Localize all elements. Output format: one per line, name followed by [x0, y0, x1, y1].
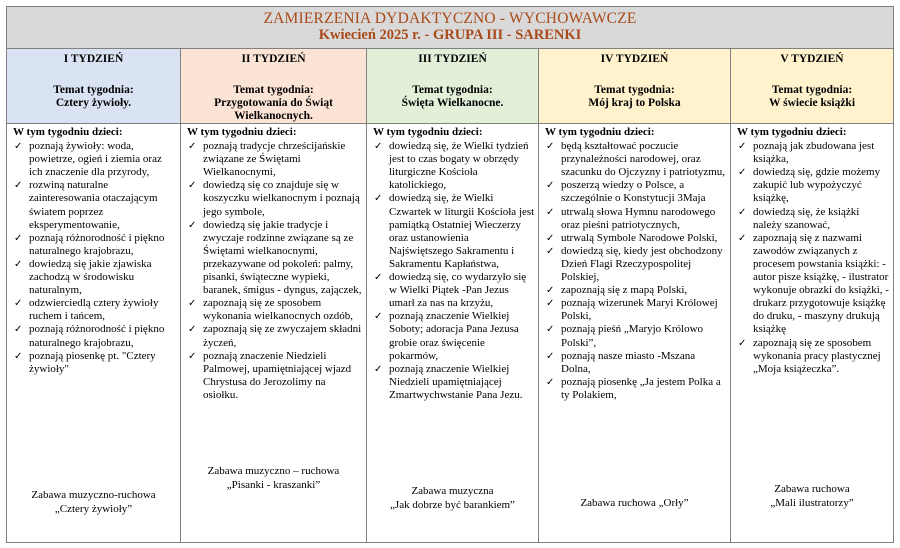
topic-label: Temat tygodnia: [771, 84, 853, 96]
goal-text: poznają piosenkę pt. "Cztery żywioły" [29, 349, 156, 375]
check-icon: ✓ [738, 141, 747, 153]
goal-list [539, 140, 730, 402]
check-icon: ✓ [14, 258, 23, 270]
goal-text: poszerzą wiedzy o Polsce, a szczególnie o Konstytucji 3Maja [561, 179, 706, 205]
week-label: V TYDZIEŃ [780, 53, 844, 65]
goal-text: dowiedzą się co znajduje się w koszyczku wielkanocnym i poznają jego symbole, [203, 179, 360, 218]
goal-item [738, 140, 890, 166]
activity-block [181, 464, 366, 492]
week-header-4 [539, 49, 731, 124]
check-icon: ✓ [374, 141, 383, 153]
check-icon: ✓ [374, 272, 383, 284]
goal-text: poznają znaczenie Niedzieli Palmowej, upamiętniającej wjazd Chrystusa do Jerozolimy na osiołku. [203, 349, 352, 401]
goal-text: dowiedzą się, co wydarzyło się w Wielki Piątek -Pan Jezus umarł za nas na krzyżu, [389, 271, 527, 310]
goal-text: odzwierciedlą cztery żywioły ruchem i tańcem, [29, 297, 159, 323]
goal-item [14, 257, 177, 297]
goal-item [374, 192, 535, 271]
week-header-5 [731, 49, 894, 124]
goal-item [546, 375, 727, 402]
goal-item [188, 349, 363, 402]
goal-text: zapoznają się z mapą Polski, [561, 284, 688, 297]
content-intro: W tym tygodniu dzieci: [737, 126, 847, 138]
check-icon: ✓ [546, 232, 555, 244]
activity-block [367, 484, 538, 512]
goal-text: poznają tradycje chrześcijańskie związane ze Świętami Wielkanocnymi, [203, 140, 346, 179]
activity-name: „Pisanki - kraszanki” [226, 479, 321, 491]
goal-text: poznają różnorodność i piękno naturalnego krajobrazu, [29, 231, 165, 257]
check-icon: ✓ [738, 206, 747, 218]
goal-text: zapoznają się ze zwyczajem składni życzeń, [203, 323, 362, 349]
goal-text: dowiedzą się, że Wielki Czwartek w liturgii Kościoła jest pamiątką Ostatniej Wieczerzy oraz ustanowienia Najświętszego Sakramentu i Sakramentu Kapłaństwa, [389, 192, 535, 270]
topic-title: Mój kraj to Polska [588, 97, 681, 109]
goal-item [14, 323, 177, 349]
check-icon: ✓ [14, 141, 23, 153]
topic-label: Temat tygodnia: [594, 84, 675, 96]
week-content-1 [7, 124, 181, 543]
content-intro: W tym tygodniu dzieci: [187, 126, 297, 138]
goal-text: rozwiną naturalne zainteresowania otaczającym światem poprzez eksperymentowanie, [29, 179, 158, 231]
goal-item [546, 349, 727, 376]
goal-item [546, 244, 727, 284]
goal-item [546, 284, 727, 297]
goal-item [14, 140, 177, 179]
topic-title: W świecie książki [768, 97, 856, 109]
check-icon: ✓ [546, 180, 555, 192]
goal-text: poznają jak zbudowana jest książka, [753, 140, 875, 166]
check-icon: ✓ [374, 363, 383, 375]
activity-block [539, 496, 730, 510]
goal-item [546, 179, 727, 205]
document-title: ZAMIERZENIA DYDAKTYCZNO - WYCHOWAWCZE [263, 10, 637, 27]
topic-label: Temat tygodnia: [233, 84, 314, 96]
activity-block [7, 488, 180, 516]
check-icon: ✓ [546, 376, 555, 388]
check-icon: ✓ [546, 141, 555, 153]
goal-text: zapoznają się ze sposobem wykonania pracy plastycznej „Moja książeczka”. [753, 336, 881, 375]
activity-label: Zabawa muzyczno – ruchowa [207, 465, 340, 477]
goal-text: dowiedzą się, gdzie możemy zakupić lub wypożyczyć książkę, [753, 166, 881, 205]
check-icon: ✓ [14, 324, 23, 336]
check-icon: ✓ [14, 350, 23, 362]
check-icon: ✓ [546, 245, 555, 257]
topic-label: Temat tygodnia: [412, 84, 493, 96]
goal-text: dowiedzą się jakie tradycje i zwyczaje rodzinne związane są ze Świętami wielkanocnymi, przekazywane od pokoleń: palmy, pisanki, świąteczne wypieki, baranek, śmigus - dyngus, zajączek, [203, 218, 362, 297]
goal-item [188, 218, 363, 298]
activity-label: Zabawa ruchowa [774, 483, 850, 495]
activity-name: „Jak dobrze być barankiem” [390, 499, 515, 511]
week-header-1 [7, 49, 181, 124]
goal-text: zapoznają się ze sposobem wykonania wielkanocnych ozdób, [203, 297, 353, 323]
goal-text: poznają znaczenie Wielkiej Niedzieli upamiętniającej Zmartwychwstanie Pana Jezu. [389, 362, 523, 401]
week-label: III TYDZIEŃ [418, 53, 487, 65]
goal-item [546, 205, 727, 232]
goal-item [14, 349, 177, 376]
goal-text: poznają piosenkę „Ja jestem Polka a ty Polakiem, [561, 375, 721, 401]
content-intro: W tym tygodniu dzieci: [373, 126, 483, 138]
goal-text: będą kształtować poczucie przynależności narodowej, oraz szacunku do Ojczyzny i patriotyzmu, [561, 140, 726, 179]
week-content-4 [539, 124, 731, 543]
goal-item [546, 231, 727, 245]
goal-list [367, 140, 538, 402]
check-icon: ✓ [188, 180, 197, 192]
check-icon: ✓ [546, 324, 555, 336]
goal-text: dowiedzą się, że Wielki tydzień jest to czas bogaty w obrzędy liturgiczne Kościoła katolickiego, [389, 140, 529, 192]
goal-text: poznają nasze miasto -Mszana Dolna, [561, 349, 696, 375]
activity-name: „Mali ilustratorzy” [770, 497, 854, 509]
week-header-row [7, 49, 894, 124]
activity-label: Zabawa muzyczna [411, 485, 494, 497]
goal-text: dowiedzą się, że książki należy szanować, [753, 205, 860, 231]
goal-item [738, 231, 890, 337]
goal-text: poznają wizerunek Maryi Królowej Polski, [561, 297, 718, 323]
goal-item [188, 179, 363, 218]
goal-text: poznają różnorodność i piękno naturalnego krajobrazu, [29, 323, 165, 349]
topic-title: Przygotowania do Świąt Wielkanocnych. [214, 97, 333, 122]
goal-text: utrwalą Symbole Narodowe Polski, [561, 231, 718, 244]
goal-list [731, 140, 893, 376]
check-icon: ✓ [546, 206, 555, 218]
goal-item [374, 140, 535, 192]
plan-table [6, 6, 894, 543]
goal-item [188, 297, 363, 323]
goal-item [546, 297, 727, 323]
week-label: I TYDZIEŃ [63, 53, 124, 65]
goal-item [188, 140, 363, 179]
check-icon: ✓ [374, 193, 383, 205]
goal-item [546, 323, 727, 349]
check-icon: ✓ [188, 219, 197, 231]
goal-text: poznają pieśń „Maryjo Królowo Polski”, [561, 323, 704, 349]
check-icon: ✓ [374, 311, 383, 323]
goal-item [374, 310, 535, 362]
goal-item [14, 179, 177, 231]
check-icon: ✓ [14, 232, 23, 244]
goal-text: poznają znaczenie Wielkiej Soboty; adoracja Pana Jezusa grobie oraz święcenie pokarmów, [389, 310, 519, 362]
activity-block [731, 482, 893, 510]
goal-item [738, 336, 890, 376]
goal-list [7, 140, 180, 376]
topic-title: Święta Wielkanocne. [401, 97, 504, 109]
goal-item [14, 231, 177, 258]
goal-item [374, 362, 535, 402]
check-icon: ✓ [14, 180, 23, 192]
activity-label: Zabawa ruchowa „Orły” [580, 497, 689, 509]
week-content-row [7, 124, 894, 543]
goal-item [14, 297, 177, 323]
goal-item [738, 166, 890, 205]
check-icon: ✓ [738, 167, 747, 179]
week-label: IV TYDZIEŃ [600, 53, 669, 65]
check-icon: ✓ [188, 298, 197, 310]
check-icon: ✓ [546, 298, 555, 310]
goal-text: utrwalą słowa Hymnu narodowego oraz pieśni patriotycznych, [561, 205, 716, 231]
goal-item [738, 205, 890, 232]
content-intro: W tym tygodniu dzieci: [545, 126, 655, 138]
week-header-2 [181, 49, 367, 124]
title-cell [7, 7, 894, 49]
week-content-5 [731, 124, 894, 543]
activity-name: „Cztery żywioły” [54, 503, 133, 515]
goal-text: dowiedzą się jakie zjawiska zachodzą w środowisku naturalnym, [29, 257, 152, 297]
goal-text: dowiedzą się, kiedy jest obchodzony Dzień Flagi Rzeczypospolitej Polskiej, [561, 244, 723, 284]
document-subtitle: Kwiecień 2025 r. - GRUPA III - SARENKI [318, 27, 582, 43]
goal-item [374, 271, 535, 310]
goal-item [188, 323, 363, 349]
check-icon: ✓ [738, 232, 747, 244]
week-content-3 [367, 124, 539, 543]
check-icon: ✓ [188, 324, 197, 336]
goal-text: poznają żywioły: woda, powietrze, ogień i ziemia oraz ich znaczenie dla przyrody, [29, 140, 162, 179]
check-icon: ✓ [546, 350, 555, 362]
week-content-2 [181, 124, 367, 543]
week-header-3 [367, 49, 539, 124]
activity-label: Zabawa muzyczno-ruchowa [31, 489, 156, 501]
topic-label: Temat tygodnia: [53, 84, 134, 96]
content-intro: W tym tygodniu dzieci: [13, 126, 123, 138]
goal-list [181, 140, 366, 402]
week-label: II TYDZIEŃ [241, 53, 306, 65]
goal-item [546, 140, 727, 179]
check-icon: ✓ [738, 337, 747, 349]
goal-text: zapoznają się z nazwami zawodów związanych z procesem powstania książki: - autor pisze książkę, - ilustrator wykonuje obrazki do książki, - drukarz przygotowuje książkę do druku, - maszyny drukują książkę [753, 231, 889, 336]
check-icon: ✓ [546, 285, 555, 297]
check-icon: ✓ [14, 298, 23, 310]
check-icon: ✓ [188, 350, 197, 362]
topic-title: Cztery żywioły. [55, 97, 132, 109]
check-icon: ✓ [188, 141, 197, 153]
